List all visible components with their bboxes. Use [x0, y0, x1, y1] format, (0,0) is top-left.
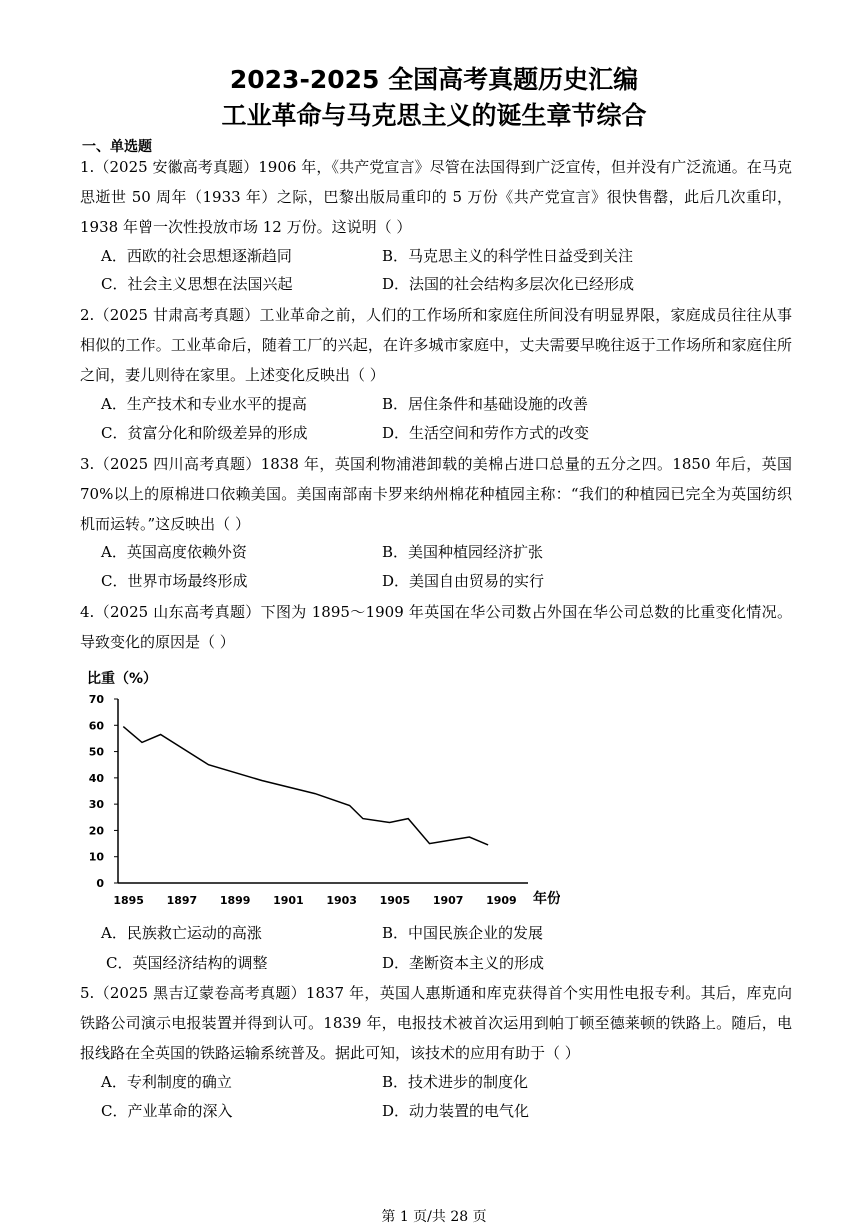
- question-4-option-a: A．民族救亡运动的高涨: [101, 924, 262, 942]
- chart-x-axis-label: 年份: [533, 891, 560, 907]
- question-1-option-c: C．社会主义思想在法国兴起: [101, 275, 293, 293]
- question-2-option-a: A．生产技术和专业水平的提高: [101, 395, 307, 413]
- y-tick-label: 30: [88, 798, 104, 812]
- x-tick-label: 1901: [273, 894, 304, 907]
- chart-x-ticks: [113, 894, 516, 907]
- y-tick-label: 60: [88, 719, 104, 733]
- document-title-line2: 工业革命与马克思主义的诞生章节综合: [221, 101, 647, 130]
- question-4-stem: 4.（2025 山东高考真题）下图为 1895～1909 年英国在华公司数占外国在华公司总数的比重变化情况。导致变化的原因是（ ）: [80, 603, 792, 651]
- x-tick-label: 1897: [166, 894, 198, 907]
- y-tick-label: 70: [88, 693, 104, 706]
- x-tick-label: 1907: [432, 894, 464, 907]
- question-3-option-c: C．世界市场最终形成: [101, 572, 248, 590]
- question-1-option-b: B．马克思主义的科学性日益受到关注: [382, 247, 634, 265]
- question-1-option-d: D．法国的社会结构多层次化已经形成: [382, 275, 635, 293]
- question-2-option-d: D．生活空间和劳作方式的改变: [382, 424, 590, 442]
- page-number: 第 1 页/共 28 页: [381, 1209, 487, 1225]
- chart-svg: [80, 662, 560, 912]
- chart-y-axis-label: 比重（%）: [87, 671, 158, 687]
- question-5-option-a: A．专利制度的确立: [101, 1073, 232, 1091]
- chart-y-ticks: [89, 693, 118, 890]
- question-3-option-d: D．美国自由贸易的实行: [382, 572, 545, 590]
- question-5-option-d: D．动力装置的电气化: [382, 1102, 530, 1120]
- question-4-option-c: C．英国经济结构的调整: [106, 954, 268, 972]
- x-tick-label: 1895: [113, 894, 144, 907]
- question-4-option-d: D．垄断资本主义的形成: [382, 954, 545, 972]
- question-2-stem: 2.（2025 甘肃高考真题）工业革命之前，人们的工作场所和家庭住所间没有明显界限，家庭成员往往从事相似的工作。工业革命后，随着工厂的兴起，在许多城市家庭中，丈夫需要早晚往返于工作场所和家庭住所之间，妻儿则待在家里。上述变化反映出（ ）: [80, 306, 792, 384]
- y-tick-label: 40: [88, 771, 104, 785]
- question-3-option-a: A．英国高度依赖外资: [101, 543, 247, 561]
- y-tick-label: 20: [88, 824, 104, 838]
- question-3-option-b: B．美国种植园经济扩张: [382, 543, 544, 561]
- question-4-option-b: B．中国民族企业的发展: [382, 924, 544, 942]
- x-tick-label: 1909: [486, 894, 517, 907]
- line-chart: [80, 662, 560, 912]
- question-5-option-c: C．产业革命的深入: [101, 1102, 233, 1120]
- y-tick-label: 0: [96, 877, 104, 890]
- question-1-stem: 1.（2025 安徽高考真题）1906 年，《共产党宣言》尽管在法国得到广泛宣传，但并没有广泛流通。在马克思逝世 50 周年（1933 年）之际，巴黎出版局重印的 5 万份《共产党宣言》很快售罄，此后几次重印，1938 年曾一次性投放市场 12 万份。这说明（ ）: [80, 158, 792, 236]
- chart-series-line: [123, 727, 488, 845]
- document-title-line1: 2023-2025 全国高考真题历史汇编: [229, 65, 639, 94]
- x-tick-label: 1899: [219, 894, 251, 907]
- question-1-option-a: A．西欧的社会思想逐渐趋同: [101, 247, 292, 265]
- y-tick-label: 50: [88, 745, 104, 759]
- question-3-stem: 3.（2025 四川高考真题）1838 年，英国利物浦港卸载的美棉占进口总量的五分之四。1850 年后，英国 70%以上的原棉进口依赖美国。美国南部南卡罗来纳州棉花种植园主称：“我们的种植园已完全为英国纺织机而运转。”这反映出（ ）: [80, 455, 792, 533]
- x-tick-label: 1905: [379, 894, 411, 907]
- x-tick-label: 1903: [326, 894, 357, 907]
- question-5-option-b: B．技术进步的制度化: [382, 1073, 529, 1091]
- y-tick-label: 10: [88, 850, 104, 864]
- question-2-option-c: C．贫富分化和阶级差异的形成: [101, 424, 308, 442]
- section-heading: 一、单选题: [82, 139, 152, 155]
- question-5-stem: 5.（2025 黑吉辽蒙卷高考真题）1837 年，英国人惠斯通和库克获得首个实用性电报专利。其后，库克向铁路公司演示电报装置并得到认可。1839 年，电报技术被首次运用到帕丁顿至德莱顿的铁路上。随后，电报线路在全英国的铁路运输系统普及。据此可知，该技术的应用有助于（ ）: [80, 984, 792, 1062]
- question-2-option-b: B．居住条件和基础设施的改善: [382, 395, 589, 413]
